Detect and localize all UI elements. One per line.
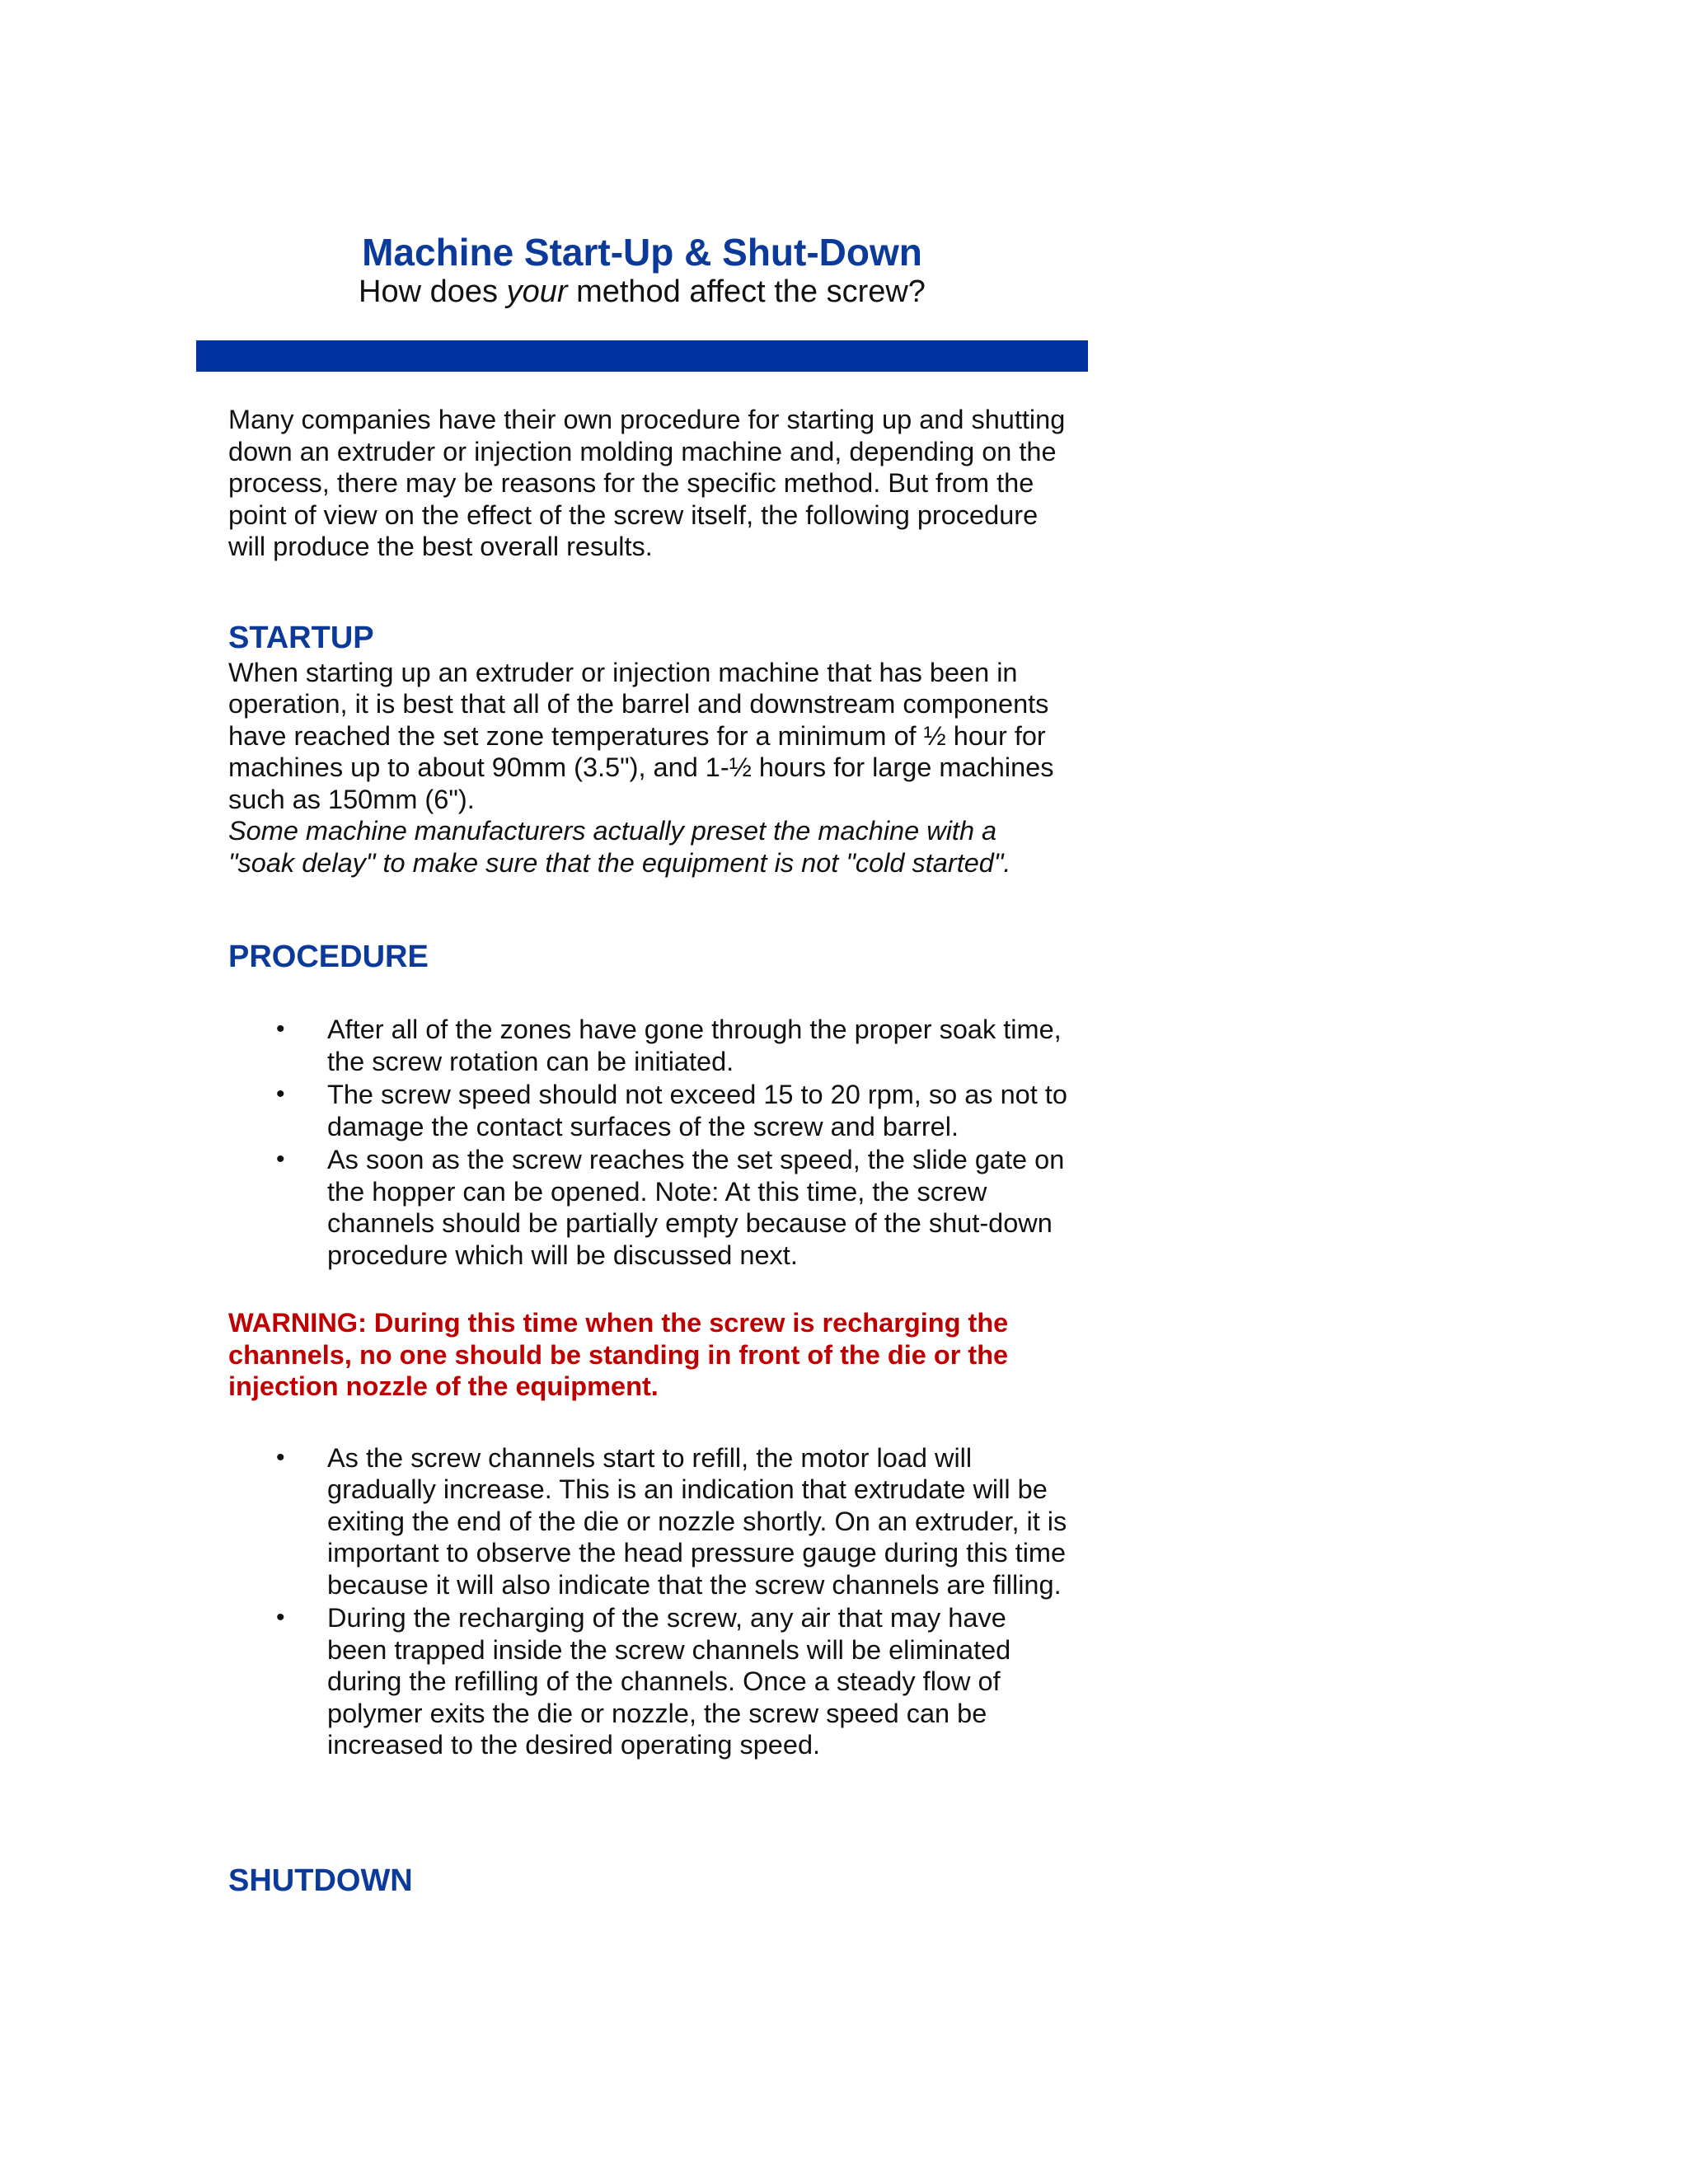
list-item [228,1442,1069,1601]
bullet-icon: • [276,1443,285,1471]
list-item-text: During the recharging of the screw, any air that may have been trapped inside the screw channels will be eliminated during the refilling of the channels. Once a steady flow of polymer exits the die or nozzle, the screw speed can be increased to the desired operating speed. [327,1603,1011,1760]
subtitle-start: How does [359,274,507,309]
list-item [228,1014,1069,1077]
procedure-list-first [228,1014,1069,1271]
subtitle-end: method affect the screw? [567,274,926,309]
page-title: Machine Start-Up & Shut-Down [362,231,922,274]
list-item-text: As the screw channels start to refill, the motor load will gradually increase. This is an indication that extrudate will be exiting the end of the die or nozzle shortly. On an extruder, it is important to observe the head pressure gauge during this time because it will also indicate that the screw channels are filling. [327,1442,1067,1600]
bullet-icon: • [276,1015,285,1043]
startup-heading: STARTUP [228,620,374,655]
procedure-list-second [228,1442,1069,1761]
bullet-icon: • [276,1080,285,1108]
page-subtitle [196,272,1088,312]
warning-text: WARNING: During this time when the screw is recharging the channels, no one should be standing in front of the die or the injection nozzle of the equipment. [228,1308,1009,1401]
document-body [228,404,1069,1900]
title-banner-bar [196,340,1088,372]
shutdown-heading: SHUTDOWN [228,1863,413,1898]
list-item-text: After all of the zones have gone through the proper soak time, the screw rotation can be initiated. [327,1015,1062,1076]
intro-paragraph: Many companies have their own procedure for starting up and shutting down an extruder or injection molding machine and, depending on the process, there may be reasons for the specific method. But from the point of view on the effect of the screw itself, the following procedure will produce the best overall results. [228,405,1066,561]
startup-paragraph: When starting up an extruder or injection machine that has been in operation, it is best that all of the barrel and downstream components have reached the set zone temperatures for a minimum of ½ hour for machines up to about 90mm (3.5"), and 1-½ hours for large machines such as 150mm (6"). [228,657,1054,814]
list-item [228,1144,1069,1271]
list-item-text: As soon as the screw reaches the set speed, the slide gate on the hopper can be opened. Note: At this time, the screw channels should be partially empty because of the shut-down procedure which will be discussed next. [327,1145,1065,1270]
list-item-text: The screw speed should not exceed 15 to 20 rpm, so as not to damage the contact surfaces of the screw and barrel. [327,1080,1067,1141]
list-item [228,1602,1069,1761]
startup-note: Some machine manufacturers actually preset the machine with a "soak delay" to make sure that the equipment is not "cold started". [228,816,1011,878]
bullet-icon: • [276,1146,285,1173]
bullet-icon: • [276,1604,285,1631]
subtitle-emphasis: your [506,274,568,309]
procedure-heading: PROCEDURE [228,940,429,974]
list-item [228,1079,1069,1142]
